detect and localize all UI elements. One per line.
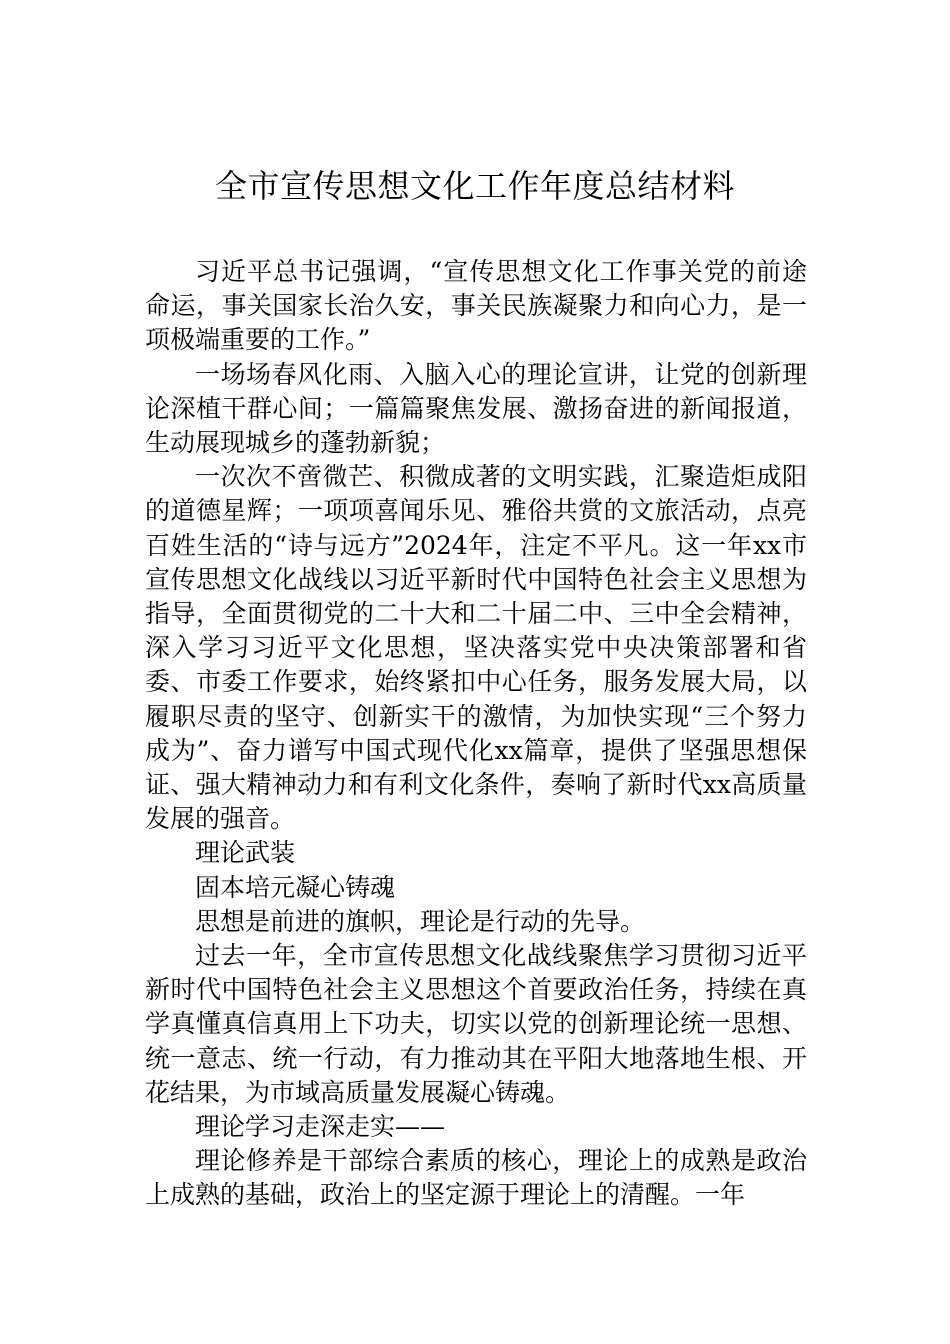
paragraph-past-year: 过去一年，全市宣传思想文化战线聚焦学习贯彻习近平新时代中国特色社会主义思想这个首要政治任务，持续在真学真懂真信真用上下功夫，切实以党的创新理论统一思想、统一意志、统一行动，有力推动其在平阳大地落地生根、开花结果，为市域高质量发展凝心铸魂。 xyxy=(145,941,807,1107)
paragraph-theory-preaching: 一场场春风化雨、入脑入心的理论宣讲，让党的创新理论深植干群心间；一篇篇聚焦发展、激扬奋进的新闻报道，生动展现城乡的蓬勃新貌； xyxy=(145,359,807,458)
document-title: 全市宣传思想文化工作年度总结材料 xyxy=(214,167,735,205)
section-subheading: 固本培元凝心铸魂 xyxy=(195,872,396,902)
subsection-heading-theory-study: 理论学习走深走实—— xyxy=(195,1112,446,1142)
paragraph-year-summary: 一次次不啻微芒、积微成著的文明实践，汇聚造炬成阳的道德星辉；一项项喜闻乐见、雅俗共赏的文旅活动，点亮百姓生活的“诗与远方”2024年，注定不平凡。这一年xx市宣传思想文化战线以习近平新时代中国特色社会主义思想为指导，全面贯彻党的二十大和二十届二中、三中全会精神，深入学习习近平文化思想，坚决落实党中央决策部署和省委、市委工作要求，始终紧扣中心任务，服务发展大局，以履职尽责的坚守、创新实干的激情，为加快实现“三个努力成为”、奋力谱写中国式现代化xx篇章，提供了坚强思想保证、强大精神动力和有利文化条件，奏响了新时代xx高质量发展的强音。 xyxy=(145,462,807,834)
document-body xyxy=(145,255,807,1213)
paragraph-intro-quote: 习近平总书记强调，“宣传思想文化工作事关党的前途命运，事关国家长治久安，事关民族凝聚力和向心力，是一项极端重要的工作。” xyxy=(145,257,807,355)
paragraph-theory-cultivation: 理论修养是干部综合素质的核心，理论上的成熟是政治上成熟的基础，政治上的坚定源于理论上的清醒。一年 xyxy=(145,1146,807,1210)
section-heading-theory-armament: 理论武装 xyxy=(195,838,296,868)
paragraph-thought-banner: 思想是前进的旗帜，理论是行动的先导。 xyxy=(195,906,646,936)
